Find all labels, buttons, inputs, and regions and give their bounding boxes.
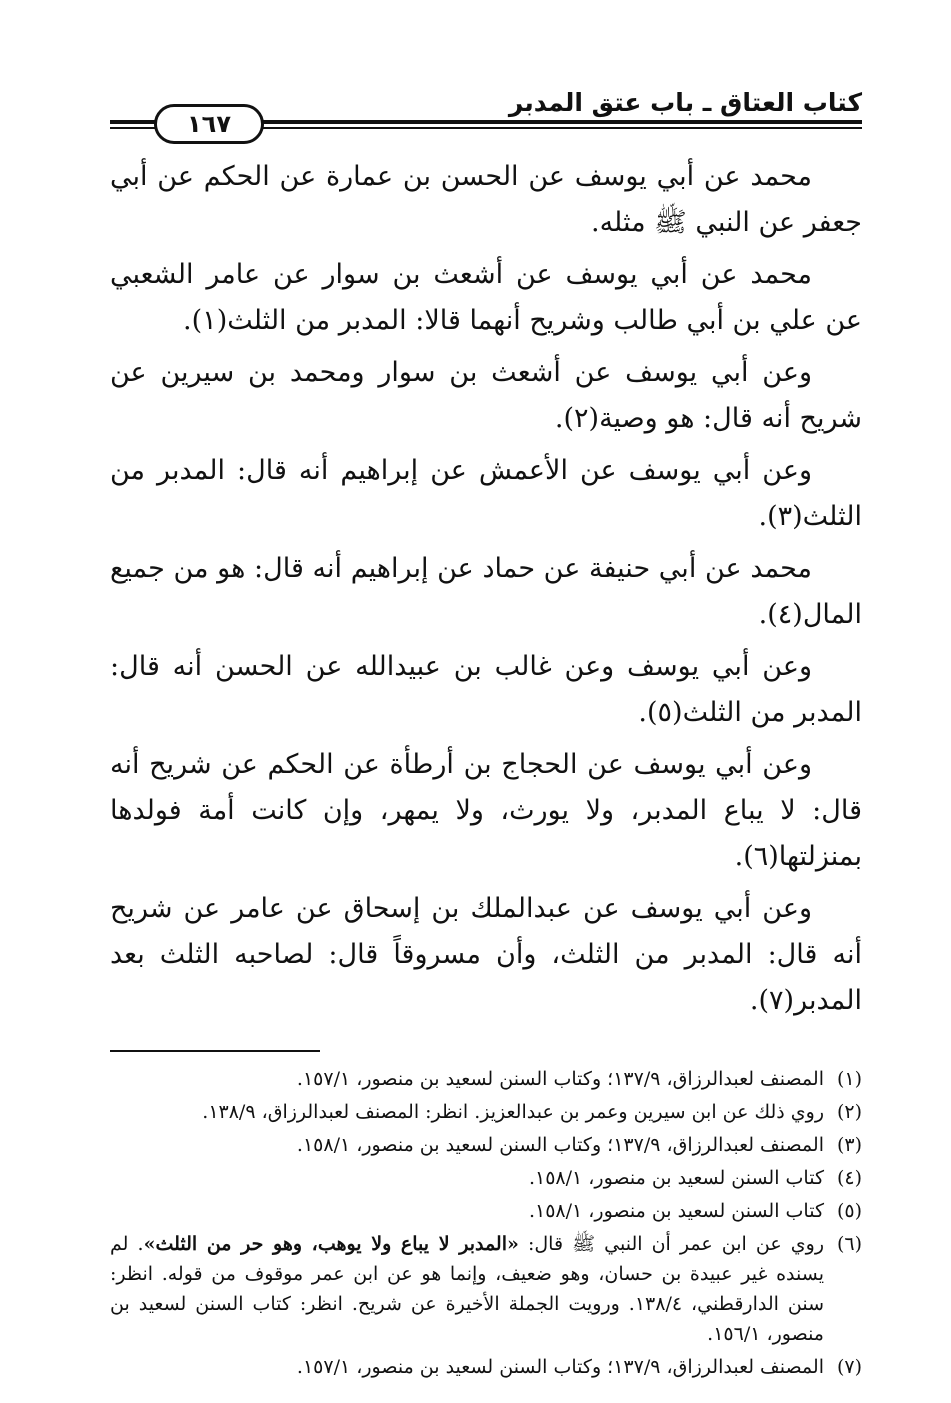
footnote [110,1196,862,1226]
footnote [110,1130,862,1160]
paragraph: وعن أبي يوسف وعن غالب بن عبيدالله عن الحسن أنه قال: المدبر من الثلث(٥). [110,651,862,728]
book-page [110,88,862,1378]
footnote-text: روي ذلك عن ابن سيرين وعمر بن عبدالعزيز. انظر: المصنف لعبدالرزاق، ١٣٨/٩. [202,1101,824,1123]
footnote-number: (١) [836,1068,862,1090]
footnote [110,1229,862,1349]
footnote-separator [110,1050,320,1052]
footnote-text: كتاب السنن لسعيد بن منصور، ١٥٨/١. [528,1200,824,1222]
page-number: ١٦٧ [154,104,264,144]
footnote-text-after: . لم يسنده غير عبيدة بن حسان، وهو ضعيف، وإنما هو عن ابن عمر موقوف من قوله. انظر: سنن الدارقطني، ١٣٨/٤. ورويت الجملة الأخيرة عن شريح. انظر: كتاب السنن لسعيد بن منصور، ١٥٦/١. [110,1233,824,1345]
footnote-number: (٢) [836,1101,862,1123]
paragraph: وعن أبي يوسف عن الحجاج بن أرطأة عن الحكم عن شريح أنه قال: لا يباع المدبر، ولا يورث، ولا يمهر، وإن كانت أمة فولدها بمنزلتها(٦). [110,749,862,872]
footnote-number: (٧) [836,1356,862,1378]
footnote-number: (٦) [836,1233,862,1255]
footnote-number: (٥) [836,1200,862,1222]
footnote-text: كتاب السنن لسعيد بن منصور، ١٥٨/١. [528,1167,824,1189]
footnote-number: (٣) [836,1134,862,1156]
footnote-number: (٤) [836,1167,862,1189]
footnote-text: المصنف لعبدالرزاق، ١٣٧/٩؛ وكتاب السنن لسعيد بن منصور، ١٥٧/١. [296,1068,824,1090]
footnote-text [110,1229,824,1349]
hadith-quote: «المدبر لا يباع ولا يوهب، وهو حر من الثلث» [143,1233,519,1255]
paragraph: محمد عن أبي حنيفة عن حماد عن إبراهيم أنه قال: هو من جميع المال(٤). [110,553,862,630]
running-title: كتاب العتاق ـ باب عتق المدبر [508,88,862,117]
footnote [110,1163,862,1193]
footnote-text-before: روي عن ابن عمر أن النبي ﷺ قال: [518,1233,825,1255]
paragraph: وعن أبي يوسف عن الأعمش عن إبراهيم أنه قال: المدبر من الثلث(٣). [110,455,862,532]
footnotes [110,1064,862,1382]
footnote [110,1352,862,1382]
paragraph: وعن أبي يوسف عن أشعث بن سوار ومحمد بن سيرين عن شريح أنه قال: هو وصية(٢). [110,357,862,434]
paragraph: محمد عن أبي يوسف عن الحسن بن عمارة عن الحكم عن أبي جعفر عن النبي ﷺ مثله. [110,161,862,238]
page-header [110,88,862,140]
footnote [110,1064,862,1094]
main-text [110,154,862,1024]
footnote [110,1097,862,1127]
paragraph: محمد عن أبي يوسف عن أشعث بن سوار عن عامر الشعبي عن علي بن أبي طالب وشريح أنهما قالا: المدبر من الثلث(١). [110,259,862,336]
footnote-text: المصنف لعبدالرزاق، ١٣٧/٩؛ وكتاب السنن لسعيد بن منصور، ١٥٨/١. [296,1134,824,1156]
footnote-text: المصنف لعبدالرزاق، ١٣٧/٩؛ وكتاب السنن لسعيد بن منصور، ١٥٧/١. [296,1356,824,1378]
paragraph: وعن أبي يوسف عن عبدالملك بن إسحاق عن عامر عن شريح أنه قال: المدبر من الثلث، وأن مسروقاً قال: لصاحبه الثلث بعد المدبر(٧). [110,893,862,1016]
